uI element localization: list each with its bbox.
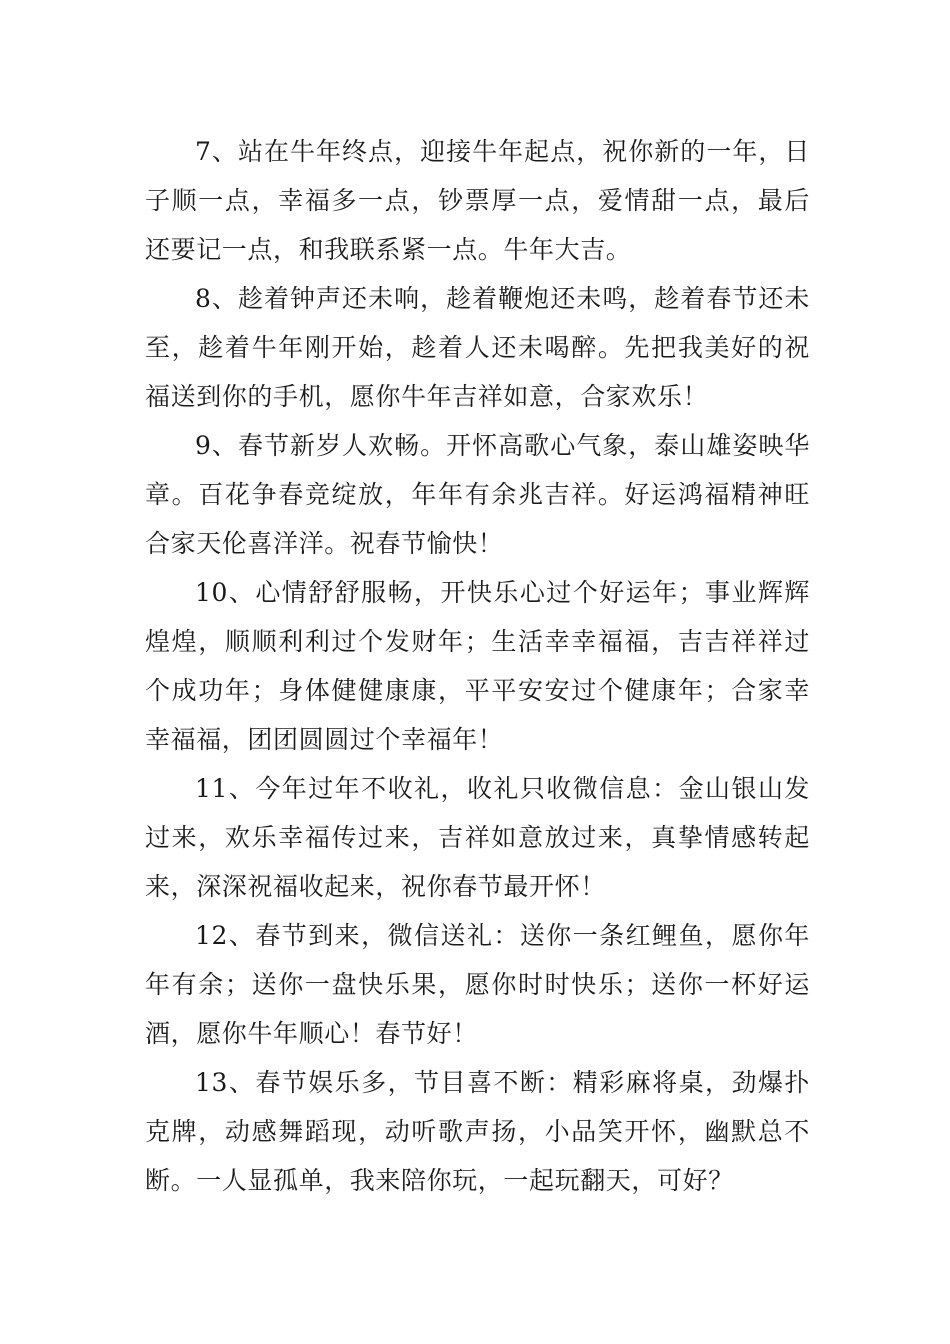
paragraph-12: 12、春节到来，微信送礼：送你一条红鲤鱼，愿你年年有余；送你一盘快乐果，愿你时时快乐；送你一杯好运酒，愿你牛年顺心！春节好！ <box>145 921 810 1048</box>
paragraph-7: 7、站在牛年终点，迎接牛年起点，祝你新的一年，日子顺一点，幸福多一点，钞票厚一点，爱情甜一点，最后还要记一点，和我联系紧一点。牛年大吉。 <box>145 137 810 264</box>
document-body <box>145 127 810 1205</box>
paragraph-8: 8、趁着钟声还未响，趁着鞭炮还未鸣，趁着春节还未至，趁着牛年刚开始，趁着人还未喝醉。先把我美好的祝福送到你的手机，愿你牛年吉祥如意，合家欢乐！ <box>145 284 810 411</box>
paragraph-11: 11、今年过年不收礼，收礼只收微信息：金山银山发过来，欢乐幸福传过来，吉祥如意放过来，真挚情感转起来，深深祝福收起来，祝你春节最开怀！ <box>145 774 810 901</box>
paragraph-9: 9、春节新岁人欢畅。开怀高歌心气象，泰山雄姿映华章。百花争春竞绽放，年年有余兆吉祥。好运鸿福精神旺合家天伦喜洋洋。祝春节愉快！ <box>145 431 810 558</box>
paragraph-13: 13、春节娱乐多，节目喜不断：精彩麻将桌，劲爆扑克牌，动感舞蹈现，动听歌声扬，小品笑开怀，幽默总不断。一人显孤单，我来陪你玩，一起玩翻天，可好？ <box>145 1068 810 1195</box>
paragraph-10: 10、心情舒舒服畅，开快乐心过个好运年；事业辉辉煌煌，顺顺利利过个发财年；生活幸幸福福，吉吉祥祥过个成功年；身体健健康康，平平安安过个健康年；合家幸幸福福，团团圆圆过个幸福年！ <box>145 578 810 754</box>
